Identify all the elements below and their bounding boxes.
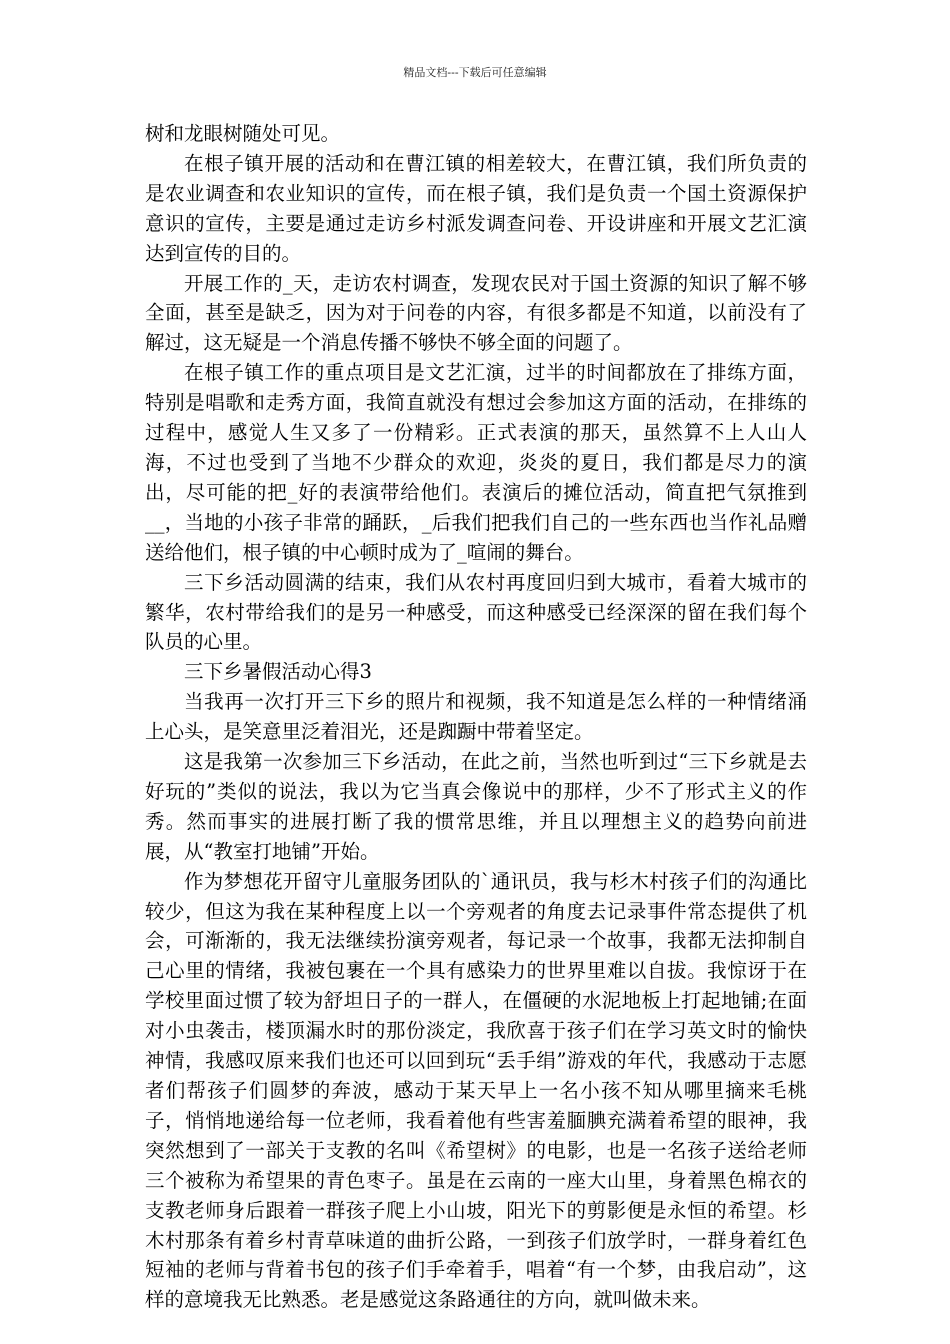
paragraph: 开展工作的_天，走访农村调查，发现农民对于国土资源的知识了解不够全面，甚至是缺乏，因为对于问卷的内容，有很多都是不知道，以前没有了解过，这无疑是一个消息传播不够快不够全面的问题了。 [145, 271, 807, 355]
section-heading: 三下乡暑假活动心得3 [184, 660, 372, 684]
paragraph: 当我再一次打开三下乡的照片和视频，我不知道是怎么样的一种情绪涌上心头，是笑意里泛着泪光，还是踟蹰中带着坚定。 [145, 690, 807, 744]
page-header: 精品文档---下载后可任意编辑 [403, 66, 547, 79]
paragraph: 作为梦想花开留守儿童服务团队的`通讯员，我与杉木村孩子们的沟通比较少，但这为我在某种程度上以一个旁观者的角度去记录事件常态提供了机会，可渐渐的，我无法继续扮演旁观者，每记录一个故事，我都无法抑制自己心里的情绪，我被包裹在一个具有感染力的世界里难以自拔。我惊讶于在学校里面过惯了较为舒坦日子的一群人，在僵硬的水泥地板上打起地铺;在面对小虫袭击，楼顶漏水时的那份淡定，我欣喜于孩子们在学习英文时的愉快神情，我感叹原来我们也还可以回到玩“丢手绢”游戏的年代，我感动于志愿者们帮孩子们圆梦的奔波，感动于某天早上一名小孩不知从哪里摘来毛桃子，悄悄地递给每一位老师，我看着他有些害羞腼腆充满着希望的眼神，我突然想到了一部关于支教的名叫《希望树》的电影，也是一名孩子送给老师三个被称为希望果的青色枣子。虽是在云南的一座大山里，身着黑色棉衣的支教老师身后跟着一群孩子爬上小山坡，阳光下的剪影便是永恒的希望。杉木村那条有着乡村青草味道的曲折公路，一到孩子们放学时，一群身着红色短袖的老师与背着书包的孩子们手牵着手，唱着“有一个梦，由我启动”，这样的意境我无比熟悉。老是感觉这条路通往的方向，就叫做未来。 [145, 869, 807, 1312]
document-body [145, 119, 807, 1315]
paragraph: 在根子镇开展的活动和在曹江镇的相差较大，在曹江镇，我们所负责的是农业调查和农业知识的宣传，而在根子镇，我们是负责一个国土资源保护意识的宣传，主要是通过走访乡村派发调查问卷、开设讲座和开展文艺汇演达到宣传的目的。 [145, 151, 807, 265]
paragraph: 在根子镇工作的重点项目是文艺汇演，过半的时间都放在了排练方面，特别是唱歌和走秀方面，我简直就没有想过会参加这方面的活动，在排练的过程中，感觉人生又多了一份精彩。正式表演的那天，虽然算不上人山人海，不过也受到了当地不少群众的欢迎，炎炎的夏日，我们都是尽力的演出，尽可能的把_好的表演带给他们。表演后的摊位活动，简直把气氛推到__，当地的小孩子非常的踊跃，_后我们把我们自己的一些东西也当作礼品赠送给他们，根子镇的中心顿时成为了_喧闹的舞台。 [145, 361, 807, 564]
paragraph: 这是我第一次参加三下乡活动，在此之前，当然也听到过“三下乡就是去好玩的”类似的说法，我以为它当真会像说中的那样，少不了形式主义的作秀。然而事实的进展打断了我的惯常思维，并且以理想主义的趋势向前进展，从“教室打地铺”开始。 [145, 750, 807, 863]
paragraph: 树和龙眼树随处可见。 [145, 122, 341, 145]
paragraph: 三下乡活动圆满的结束，我们从农村再度回归到大城市，看着大城市的繁华，农村带给我们的是另一种感受，而这种感受已经深深的留在我们每个队员的心里。 [145, 570, 807, 654]
